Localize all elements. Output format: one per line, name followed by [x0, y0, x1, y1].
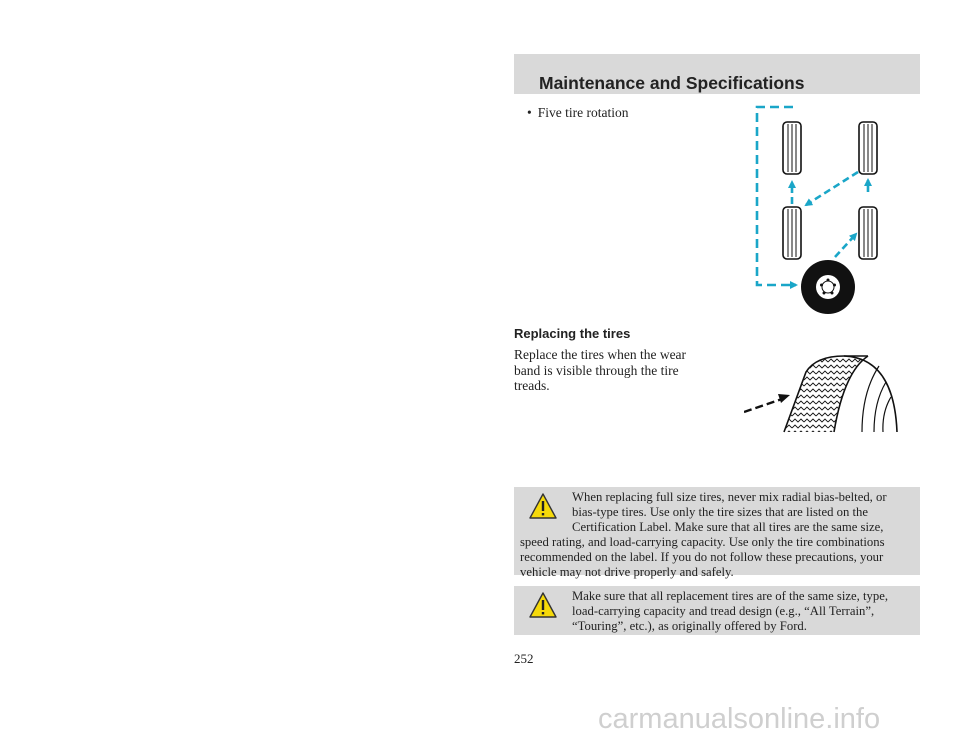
tire-icon-front-right [859, 122, 877, 174]
tire-icon [774, 352, 897, 437]
tire-icon-front-left [783, 122, 801, 174]
rotation-arrows [792, 172, 868, 257]
watermark[interactable]: carmanualsonline.info [598, 703, 881, 735]
page-title: Maintenance and Specifications [539, 73, 805, 93]
wear-arrow-icon [744, 394, 790, 412]
warning-box-replacement-tires [514, 586, 920, 635]
rotation-bullet-item [527, 105, 628, 121]
bullet-dot: • [527, 105, 532, 120]
warning-triangle-icon [528, 591, 558, 620]
spare-wheel-icon [801, 260, 855, 314]
page-number: 252 [514, 651, 534, 666]
tire-icon-rear-right [859, 207, 877, 259]
warning-text: Make sure that all replacement tires are of the same size, type, load-carrying capacity and tread design (e.g., “All Terrain”, “Touring”, etc.), as originally offered by Ford. [572, 589, 888, 633]
warning-text: When replacing full size tires, never mix radial bias-belted, or bias-type tires. Use only the tire sizes that are listed on the Certification Label. Make sure that all tires are the same size, speed rating, and load-carrying capacity. Use only the tire combinations recommended on the label. If you do not follow these precautions, your vehicle may not drive properly and safely. [520, 490, 887, 579]
tire-icon-rear-left [783, 207, 801, 259]
replacing-tires-body: Replace the tires when the wear band is visible through the tire treads. [514, 347, 687, 393]
rotation-label: Five tire rotation [537, 105, 629, 120]
section-heading-replacing-tires: Replacing the tires [514, 326, 631, 341]
warning-box-mixing-tires [514, 487, 920, 579]
tire-wear-band-illustration [744, 352, 904, 437]
warning-triangle-icon [528, 492, 558, 521]
five-tire-rotation-diagram [740, 100, 880, 315]
